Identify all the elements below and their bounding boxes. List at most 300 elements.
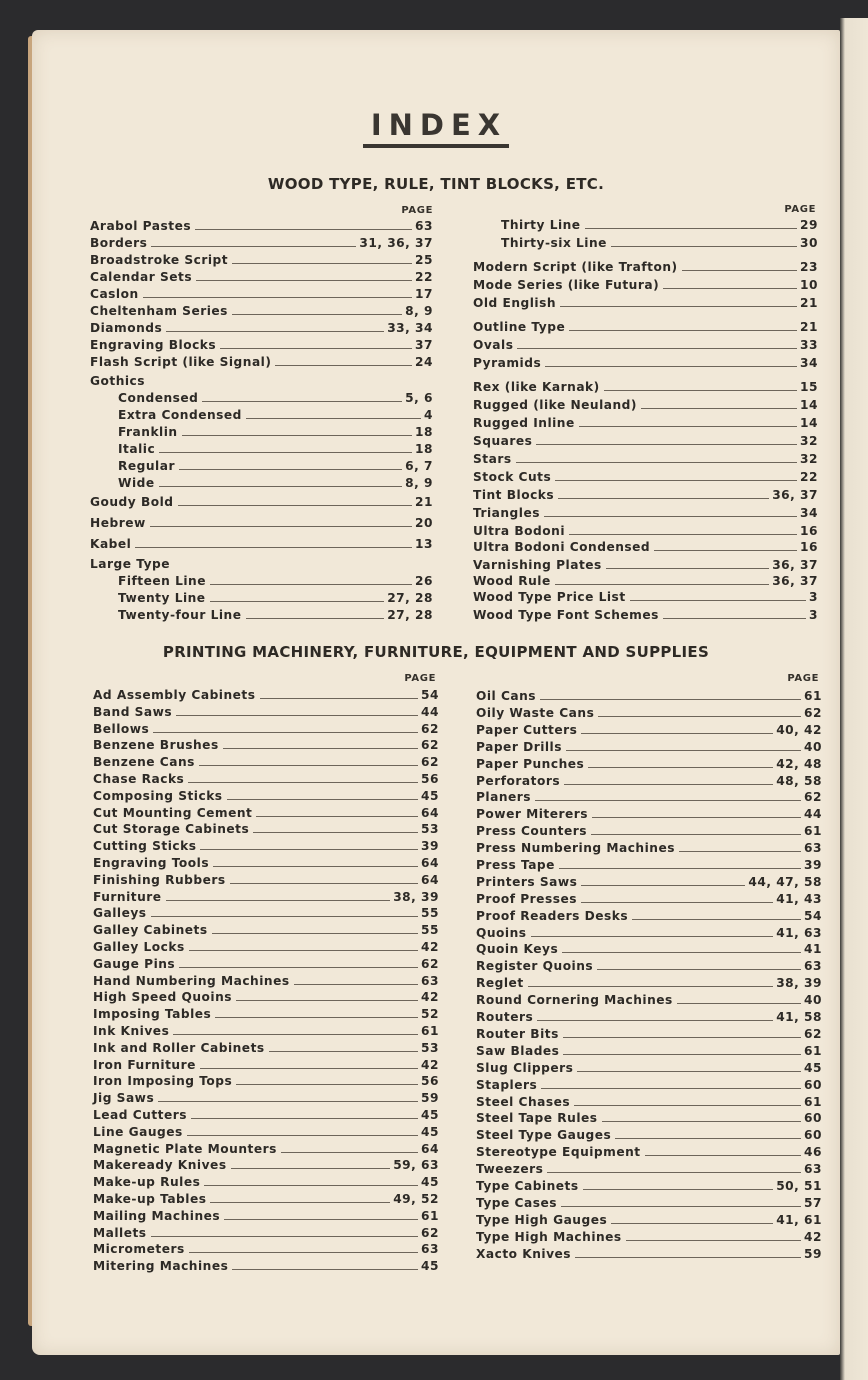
entry-page-number: 64 <box>421 856 439 870</box>
entry-name: Perforators <box>476 774 561 788</box>
index-entry <box>473 555 818 572</box>
entry-name: Thirty Line <box>501 218 581 232</box>
leader-line <box>166 899 391 901</box>
entry-page-number: 36, 37 <box>772 558 818 572</box>
leader-line <box>232 1268 418 1270</box>
entry-name: Extra Condensed <box>118 408 242 422</box>
index-entry <box>90 233 433 250</box>
entry-page-number: 63 <box>804 959 822 973</box>
entry-page-number: 45 <box>421 1175 439 1189</box>
entry-name: Router Bits <box>476 1027 559 1041</box>
index-entry <box>476 787 822 804</box>
leader-line <box>569 533 797 535</box>
entry-name: Arabol Pastes <box>90 219 192 233</box>
entry-name: Rugged (like Neuland) <box>473 398 637 412</box>
entry-name: Press Tape <box>476 858 555 872</box>
entry-name: Quoins <box>476 926 527 940</box>
entry-name: Stereotype Equipment <box>476 1145 641 1159</box>
index-entry <box>476 1244 822 1261</box>
index-entry <box>476 990 822 1007</box>
entry-page-number: 29 <box>800 218 818 232</box>
entry-name: Ultra Bodoni <box>473 524 565 538</box>
leader-line <box>588 766 773 768</box>
index-entry <box>473 275 818 292</box>
entry-name: Wood Type Font Schemes <box>473 608 659 622</box>
entry-page-number: 32 <box>800 452 818 466</box>
entry-name: Hand Numbering Machines <box>93 974 290 988</box>
leader-line <box>569 329 797 331</box>
index-entry <box>93 920 439 937</box>
entry-page-number: 39 <box>804 858 822 872</box>
leader-line <box>179 468 402 470</box>
entry-page-number: 41, 63 <box>776 926 822 940</box>
entry-name: Register Quoins <box>476 959 594 973</box>
leader-line <box>528 985 774 987</box>
entry-page-number: 64 <box>421 873 439 887</box>
entry-name: Varnishing Plates <box>473 558 602 572</box>
entry-name: Stars <box>473 452 512 466</box>
entry-page-number: 44 <box>421 705 439 719</box>
index-entry <box>476 703 822 720</box>
entry-name: Xacto Knives <box>476 1247 572 1261</box>
entry-page-number: 55 <box>421 923 439 937</box>
index-entry <box>476 1108 822 1125</box>
leader-line <box>178 504 413 506</box>
index-entry <box>93 819 439 836</box>
index-entry <box>90 335 433 352</box>
leader-line <box>223 747 418 749</box>
index-entry <box>476 939 822 956</box>
entry-name: Steel Chases <box>476 1095 571 1109</box>
page-column-label: PAGE <box>784 204 816 215</box>
leader-line <box>256 815 418 817</box>
entry-name: Press Numbering Machines <box>476 841 675 855</box>
leader-line <box>210 1201 390 1203</box>
entry-page-number: 60 <box>804 1111 822 1125</box>
entry-page-number: 53 <box>421 1041 439 1055</box>
leader-line <box>555 479 797 481</box>
entry-name: Benzene Cans <box>93 755 195 769</box>
entry-name: Twenty-four Line <box>118 608 242 622</box>
index-entry <box>473 377 818 394</box>
entry-name: Ink and Roller Cabinets <box>93 1041 265 1055</box>
entry-name: Broadstroke Script <box>90 253 229 267</box>
leader-line <box>150 525 412 527</box>
index-entry <box>93 1122 439 1139</box>
index-entry <box>93 719 439 736</box>
entry-name: Franklin <box>118 425 178 439</box>
entry-name: Ultra Bodoni Condensed <box>473 540 651 554</box>
index-entry <box>93 1071 439 1088</box>
entry-page-number: 45 <box>421 1259 439 1273</box>
leader-line <box>517 347 797 349</box>
entry-name: Cut Mounting Cement <box>93 806 253 820</box>
entry-page-number: 45 <box>421 1125 439 1139</box>
index-entry <box>90 492 433 509</box>
leader-line <box>151 1235 418 1237</box>
index-entry <box>90 405 433 422</box>
entry-name: Fifteen Line <box>118 574 206 588</box>
leader-line <box>663 617 806 619</box>
leader-line <box>195 228 412 230</box>
leader-line <box>227 798 418 800</box>
entry-page-number: 57 <box>804 1196 822 1210</box>
leader-line <box>581 884 745 886</box>
entry-page-number: 30 <box>800 236 818 250</box>
leader-line <box>212 932 418 934</box>
leader-line <box>611 1222 773 1224</box>
entry-page-number: 45 <box>421 1108 439 1122</box>
entry-name: Makeready Knives <box>93 1158 227 1172</box>
entry-page-number: 42 <box>421 990 439 1004</box>
entry-name: High Speed Quoins <box>93 990 233 1004</box>
index-entry <box>93 1021 439 1038</box>
entry-page-number: 8, 9 <box>405 476 433 490</box>
entry-name: Calendar Sets <box>90 270 193 284</box>
index-entry <box>476 855 822 872</box>
leader-line <box>679 850 801 852</box>
leader-line <box>143 296 412 298</box>
entry-page-number: 14 <box>800 398 818 412</box>
leader-line <box>563 1036 801 1038</box>
entry-name: Staplers <box>476 1078 538 1092</box>
entry-page-number: 64 <box>421 806 439 820</box>
entry-page-number: 18 <box>415 425 433 439</box>
entry-name: Paper Drills <box>476 740 562 754</box>
entry-page-number: 56 <box>421 772 439 786</box>
index-entry <box>93 1088 439 1105</box>
index-entry <box>476 872 822 889</box>
leader-line <box>579 425 797 427</box>
entry-page-number: 27, 28 <box>387 608 433 622</box>
leader-line <box>158 1100 418 1102</box>
leader-line <box>200 1067 418 1069</box>
index-entry <box>93 1239 439 1256</box>
index-entry <box>93 836 439 853</box>
leader-line <box>246 617 385 619</box>
entry-page-number: 62 <box>421 722 439 736</box>
entry-page-number: 6, 7 <box>405 459 433 473</box>
index-entry <box>93 702 439 719</box>
leader-line <box>615 1137 801 1139</box>
entry-page-number: 63 <box>804 841 822 855</box>
entry-page-number: 60 <box>804 1128 822 1142</box>
leader-line <box>188 781 418 783</box>
entry-page-number: 45 <box>421 789 439 803</box>
leader-line <box>544 515 797 517</box>
leader-line <box>196 279 412 281</box>
index-entry <box>93 1004 439 1021</box>
entry-page-number: 24 <box>415 355 433 369</box>
entry-name: Modern Script (like Trafton) <box>473 260 678 274</box>
index-entry <box>476 1007 822 1024</box>
entry-page-number: 16 <box>800 524 818 538</box>
leader-line <box>182 434 412 436</box>
leader-line <box>531 935 774 937</box>
entry-page-number: 20 <box>415 516 433 530</box>
leader-line <box>153 731 418 733</box>
index-entry <box>476 821 822 838</box>
entry-page-number: 54 <box>804 909 822 923</box>
index-entry <box>473 521 818 538</box>
entry-page-number: 41 <box>804 942 822 956</box>
index-entry <box>476 906 822 923</box>
entry-page-number: 44, 47, 58 <box>748 875 822 889</box>
entry-name: Line Gauges <box>93 1125 183 1139</box>
index-entry <box>476 1024 822 1041</box>
entry-page-number: 41, 61 <box>776 1213 822 1227</box>
index-entry <box>93 971 439 988</box>
entry-name: Make-up Rules <box>93 1175 201 1189</box>
leader-line <box>236 1083 418 1085</box>
entry-page-number: 63 <box>421 974 439 988</box>
section-title-printing-machinery: PRINTING MACHINERY, FURNITURE, EQUIPMENT AND SUPPLIES <box>162 643 710 661</box>
entry-name: Magnetic Plate Mounters <box>93 1142 277 1156</box>
entry-page-number: 61 <box>804 1044 822 1058</box>
leader-line <box>173 1033 418 1035</box>
leader-line <box>654 549 797 551</box>
entry-page-number: 34 <box>800 506 818 520</box>
leader-line <box>202 400 402 402</box>
leader-line <box>210 600 385 602</box>
index-entry <box>93 1038 439 1055</box>
entry-name: Type Cabinets <box>476 1179 579 1193</box>
index-entry <box>473 293 818 310</box>
page-column-label: PAGE <box>787 673 819 684</box>
entry-name: Thirty-six Line <box>501 236 607 250</box>
entry-page-number: 31, 36, 37 <box>359 236 433 250</box>
leader-line <box>585 227 797 229</box>
entry-page-number: 22 <box>800 470 818 484</box>
index-entry <box>476 1176 822 1193</box>
leader-line <box>535 799 801 801</box>
entry-name: Wide <box>118 476 155 490</box>
entry-page-number: 46 <box>804 1145 822 1159</box>
index-entry <box>93 1155 439 1172</box>
entry-page-number: 44 <box>804 807 822 821</box>
index-entry <box>476 771 822 788</box>
entry-page-number: 26 <box>415 574 433 588</box>
entry-page-number: 63 <box>421 1242 439 1256</box>
entry-name: Lead Cutters <box>93 1108 188 1122</box>
entry-page-number: 62 <box>421 957 439 971</box>
entry-page-number: 27, 28 <box>387 591 433 605</box>
entry-name: Bellows <box>93 722 150 736</box>
index-entry <box>476 1075 822 1092</box>
entry-page-number: 64 <box>421 1142 439 1156</box>
index-entry <box>90 554 433 571</box>
index-entry <box>476 754 822 771</box>
index-entry <box>473 587 818 604</box>
leader-line <box>294 983 418 985</box>
entry-name: Stock Cuts <box>473 470 552 484</box>
leader-line <box>574 1104 801 1106</box>
entry-page-number: 5, 6 <box>405 391 433 405</box>
entry-page-number: 42 <box>421 1058 439 1072</box>
index-entry <box>90 439 433 456</box>
entry-name: Cutting Sticks <box>93 839 197 853</box>
entry-page-number: 33 <box>800 338 818 352</box>
index-entry <box>93 1206 439 1223</box>
entry-name: Round Cornering Machines <box>476 993 673 1007</box>
leader-line <box>213 865 418 867</box>
entry-name: Routers <box>476 1010 534 1024</box>
entry-name: Regular <box>118 459 175 473</box>
entry-name: Rugged Inline <box>473 416 575 430</box>
entry-page-number: 42, 48 <box>776 757 822 771</box>
entry-name: Twenty Line <box>118 591 206 605</box>
index-entry <box>476 804 822 821</box>
index-entry <box>476 973 822 990</box>
entry-name: Slug Clippers <box>476 1061 574 1075</box>
entry-page-number: 61 <box>804 689 822 703</box>
entry-page-number: 63 <box>415 219 433 233</box>
index-entry <box>90 534 433 551</box>
wood-type-right-column <box>473 215 818 635</box>
index-entry <box>93 853 439 870</box>
leader-line <box>189 949 418 951</box>
leader-line <box>563 1053 801 1055</box>
index-entry <box>90 605 433 622</box>
index-entry <box>473 605 818 622</box>
leader-line <box>189 1251 418 1253</box>
entry-name: Finishing Rubbers <box>93 873 226 887</box>
entry-name: Paper Cutters <box>476 723 578 737</box>
entry-name: Mallets <box>93 1226 147 1240</box>
index-entry <box>473 503 818 520</box>
entry-name: Pyramids <box>473 356 542 370</box>
leader-line <box>611 245 797 247</box>
entry-name: Composing Sticks <box>93 789 223 803</box>
index-entry <box>476 737 822 754</box>
entry-name: Hebrew <box>90 516 146 530</box>
leader-line <box>641 407 797 409</box>
leader-line <box>545 365 797 367</box>
leader-line <box>555 583 769 585</box>
index-entry <box>90 318 433 335</box>
leader-line <box>663 287 797 289</box>
entry-page-number: 4 <box>424 408 433 422</box>
index-entry <box>473 215 818 232</box>
entry-page-number: 61 <box>804 824 822 838</box>
index-entry <box>476 1058 822 1075</box>
entry-page-number: 62 <box>421 755 439 769</box>
leader-line <box>187 1134 418 1136</box>
index-entry <box>90 371 433 388</box>
entry-name: Tweezers <box>476 1162 544 1176</box>
leader-line <box>215 1016 418 1018</box>
leader-line <box>566 749 801 751</box>
entry-name: Engraving Tools <box>93 856 210 870</box>
index-entry <box>473 257 818 274</box>
entry-name: Press Counters <box>476 824 587 838</box>
entry-name: Galley Cabinets <box>93 923 208 937</box>
index-entry <box>90 588 433 605</box>
entry-name: Reglet <box>476 976 524 990</box>
index-entry <box>93 786 439 803</box>
entry-name: Flash Script (like Signal) <box>90 355 272 369</box>
entry-name: Cheltenham Series <box>90 304 228 318</box>
entry-page-number: 42 <box>421 940 439 954</box>
index-entry <box>473 537 818 554</box>
entry-name: Power Miterers <box>476 807 589 821</box>
index-entry <box>90 456 433 473</box>
entry-page-number: 3 <box>809 590 818 604</box>
leader-line <box>602 1120 802 1122</box>
leader-line <box>232 313 402 315</box>
entry-name: Ovals <box>473 338 514 352</box>
index-entry <box>473 449 818 466</box>
leader-line <box>260 697 419 699</box>
entry-name: Type High Gauges <box>476 1213 608 1227</box>
entry-name: Old English <box>473 296 557 310</box>
entry-name: Benzene Brushes <box>93 738 219 752</box>
entry-name: Galleys <box>93 906 147 920</box>
index-entry <box>476 1159 822 1176</box>
index-entry <box>93 870 439 887</box>
index-entry <box>473 353 818 370</box>
leader-line <box>604 389 797 391</box>
index-entry <box>476 1125 822 1142</box>
entry-name: Squares <box>473 434 533 448</box>
index-entry <box>476 1142 822 1159</box>
leader-line <box>236 999 418 1001</box>
entry-page-number: 62 <box>421 738 439 752</box>
leader-line <box>577 1070 801 1072</box>
leader-line <box>547 1171 801 1173</box>
entry-page-number: 3 <box>809 608 818 622</box>
index-entry <box>476 1210 822 1227</box>
leader-line <box>645 1154 801 1156</box>
entry-name: Italic <box>118 442 156 456</box>
index-entry <box>93 1105 439 1122</box>
index-entry <box>90 284 433 301</box>
index-entry <box>93 803 439 820</box>
leader-line <box>558 497 769 499</box>
index-entry <box>93 752 439 769</box>
entry-page-number: 25 <box>415 253 433 267</box>
leader-line <box>626 1239 801 1241</box>
entry-name: Rex (like Karnak) <box>473 380 600 394</box>
entry-name: Jig Saws <box>93 1091 155 1105</box>
entry-name: Band Saws <box>93 705 173 719</box>
index-entry <box>473 317 818 334</box>
index-entry <box>476 838 822 855</box>
entry-name: Iron Furniture <box>93 1058 196 1072</box>
leader-line <box>151 245 356 247</box>
entry-page-number: 45 <box>804 1061 822 1075</box>
entry-name: Kabel <box>90 537 132 551</box>
index-entry <box>93 1139 439 1156</box>
leader-line <box>199 764 418 766</box>
entry-page-number: 33, 34 <box>387 321 433 335</box>
leader-line <box>179 966 418 968</box>
index-entry <box>476 1092 822 1109</box>
entry-name: Furniture <box>93 890 162 904</box>
entry-name: Borders <box>90 236 148 250</box>
index-entry <box>476 889 822 906</box>
adjacent-page-edge <box>840 18 868 1380</box>
entry-page-number: 56 <box>421 1074 439 1088</box>
leader-line <box>583 1188 774 1190</box>
entry-name: Make-up Tables <box>93 1192 207 1206</box>
index-entry <box>473 233 818 250</box>
entry-name: Wood Type Price List <box>473 590 626 604</box>
index-entry <box>90 267 433 284</box>
leader-line <box>562 951 801 953</box>
entry-name: Caslon <box>90 287 139 301</box>
leader-line <box>541 1087 801 1089</box>
